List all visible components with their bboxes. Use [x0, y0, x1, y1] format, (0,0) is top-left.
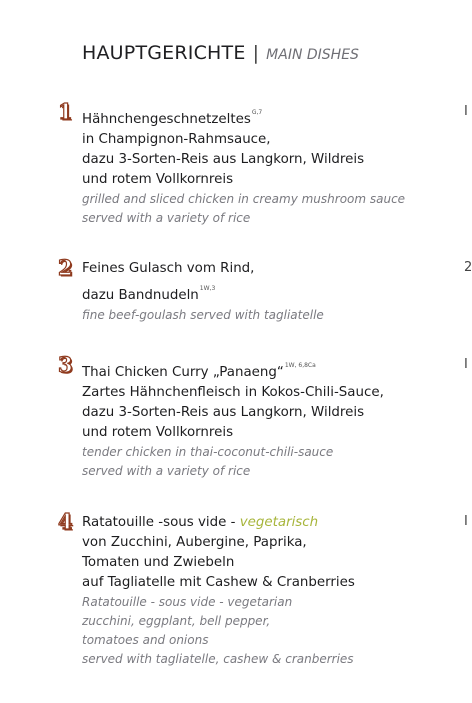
dish-number-3: 3	[58, 352, 73, 377]
dish-description-line: dazu 3-Sorten-Reis aus Langkorn, Wildreis	[82, 405, 365, 420]
cropped-price-mark: I	[464, 104, 468, 119]
dish-title	[82, 356, 442, 383]
dish-description-line: und rotem Vollkornreis	[82, 172, 234, 187]
dish-description-line: und rotem Vollkornreis	[82, 425, 234, 440]
dish-description-line: Zartes Hähnchenfleisch in Kokos-Chili-Sauce,	[82, 385, 384, 400]
allergen-codes: G,7	[251, 109, 263, 116]
dish-translation-line: grilled and sliced chicken in creamy mushroom sauce	[82, 192, 406, 206]
dish-description-text: dazu Bandnudeln	[82, 288, 199, 303]
dish-title-text: Thai Chicken Curry „Panaeng“	[82, 365, 284, 380]
dish-number-1: 1	[58, 99, 73, 124]
dish-translation-line: served with a variety of rice	[82, 464, 251, 478]
dish-translation-line: tomatoes and onions	[82, 633, 209, 647]
dish-title-text: Hähnchengeschnetzeltes	[82, 112, 251, 127]
dish-title-text: Ratatouille -sous vide -	[82, 515, 240, 530]
dish-description-line: von Zucchini, Aubergine, Paprika,	[82, 535, 307, 550]
dish-description-line: dazu 3-Sorten-Reis aus Langkorn, Wildreis	[82, 152, 365, 167]
heading-separator: |	[252, 42, 260, 64]
cropped-price-mark: I	[464, 514, 468, 529]
heading-english: MAIN DISHES	[266, 47, 359, 63]
dish-description-line: auf Tagliatelle mit Cashew & Cranberries	[82, 575, 355, 590]
dish-translation-line: Ratatouille - sous vide - vegetarian	[82, 595, 293, 609]
dish-description-line: in Champignon-Rahmsauce,	[82, 132, 271, 147]
dish-number-2: 2	[58, 255, 73, 280]
heading-german: HAUPTGERICHTE	[82, 42, 246, 64]
dish-2	[58, 255, 442, 325]
allergen-codes: 1W,3	[199, 285, 216, 292]
cropped-price-mark: 2	[464, 260, 472, 275]
dish-1	[58, 99, 442, 228]
dish-translation-line: served with a variety of rice	[82, 211, 251, 225]
allergen-codes: 1W, 6,8Ca	[284, 362, 316, 369]
cropped-price-mark: I	[464, 357, 468, 372]
dish-3	[58, 352, 442, 481]
dish-title	[82, 103, 442, 130]
dish-title	[82, 513, 442, 533]
dish-description-line: Tomaten und Zwiebeln	[82, 555, 235, 570]
dish-translation-line: zucchini, eggplant, bell pepper,	[82, 614, 271, 628]
dish-number-4: 4	[58, 509, 73, 534]
dish-4	[58, 509, 442, 669]
dish-description-line	[82, 279, 442, 306]
dish-title: Feines Gulasch vom Rind,	[82, 261, 255, 276]
dish-translation-line: served with tagliatelle, cashew & cranberries	[82, 652, 354, 666]
vegetarian-label: vegetarisch	[239, 515, 319, 530]
dish-translation-line: fine beef-goulash served with tagliatelle	[82, 308, 324, 322]
page-heading	[82, 42, 359, 64]
dish-translation-line: tender chicken in thai-coconut-chili-sauce	[82, 445, 334, 459]
